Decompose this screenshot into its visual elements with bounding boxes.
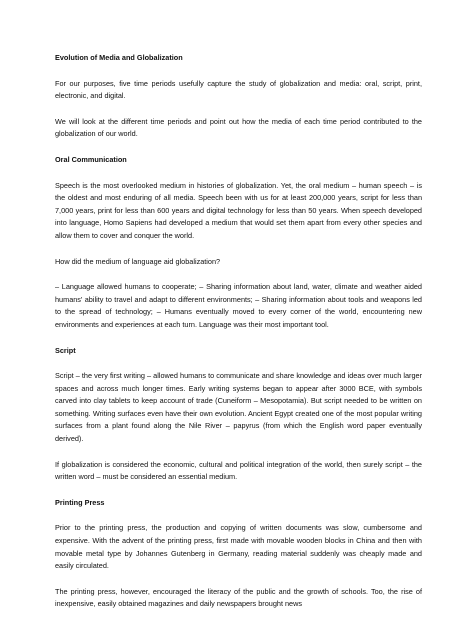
section-heading-printing-press: Printing Press	[55, 497, 105, 507]
oral-paragraph-2: How did the medium of language aid globalization?	[55, 256, 221, 266]
oral-paragraph-3: – Language allowed humans to cooperate; – Sharing information about land, water, climate and weather aided humans' ability to travel and adapt to different environments; – Sharing information about tools and weapons led to the spread of technology; – Humans eventually moved to every corner of the world, encountering new environments and experiences at each turn. Language was their most important tool.	[55, 282, 422, 329]
section-heading-script: Script	[55, 345, 76, 355]
document-page	[55, 52, 422, 624]
section-heading-oral-communication: Oral Communication	[55, 154, 127, 164]
printing-paragraph-1: Prior to the printing press, the production and copying of written documents was slow, cumbersome and expensive. With the advent of the printing press, first made with movable wooden blocks in China and then with movable metal type by Johannes Gutenberg in Germany, reading material suddenly was cheaply made and easily circulated.	[55, 523, 422, 571]
script-paragraph-2: If globalization is considered the economic, cultural and political integration of the world, then surely script – the written word – must be considered an essential medium.	[55, 459, 422, 482]
intro-paragraph-1: For our purposes, five time periods usefully capture the study of globalization and media: oral, script, print, electronic, and digital.	[55, 78, 422, 101]
printing-paragraph-2: The printing press, however, encouraged the literacy of the public and the growth of schools. Too, the rise of inexpensive, easily obtained magazines and daily newspapers brought news	[55, 586, 422, 609]
document-title: Evolution of Media and Globalization	[55, 53, 183, 62]
oral-paragraph-1: Speech is the most overlooked medium in histories of globalization. Yet, the oral medium – human speech – is the oldest and most enduring of all media. Speech been with us for at least 200,000 years, script for less than 7,000 years, print for less than 600 years and digital technology for less than 50 years. When speech developed into language, Homo Sapiens had developed a medium that would set them apart from every other species and allow them to cover and conquer the world.	[55, 180, 422, 240]
intro-paragraph-2: We will look at the different time periods and point out how the media of each time period contributed to the globalization of our world.	[55, 116, 422, 139]
script-paragraph-1: Script – the very first writing – allowed humans to communicate and share knowledge and ideas over much larger spaces and across much longer times. Early writing systems began to appear after 3000 BCE, with symbols carved into clay tablets to keep account of trade (Cuneiform – Mesopotamia). But script needed to be written on something. Writing surfaces even have their own evolution. Ancient Egypt created one of the most popular writing surfaces from a plant found along the Nile River – papyrus (from which the English word paper eventually derived).	[55, 371, 422, 444]
